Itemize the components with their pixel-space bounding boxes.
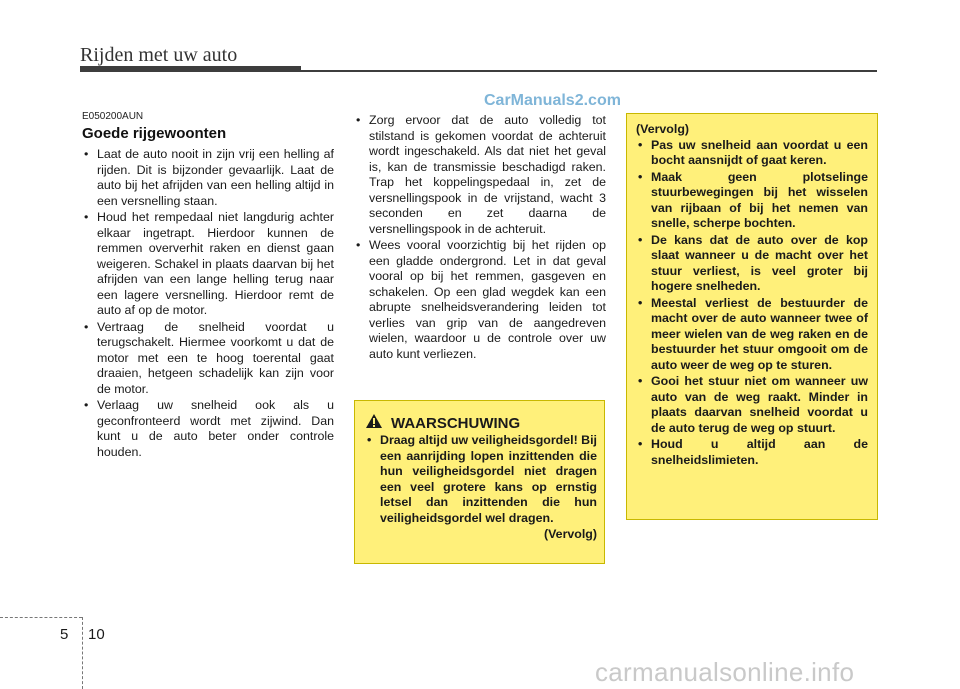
column-middle [354, 113, 606, 363]
header-rule-thin [301, 70, 877, 72]
list-item: • De kans dat de auto over de kop slaat wanneer u de macht over het stuur verliest, is veel groter bij hogere snelheden. [636, 233, 868, 295]
chapter-number: 5 [60, 626, 69, 643]
list-item: • Wees vooral voorzichtig bij het rijden op een gladde ondergrond. Let in dat geval vooral op bij het remmen, gasgeven en schakelen. Op een glad wegdek kan een abrupte snelheidsverandering leiden tot verlies van grip van de aangedreven wielen, waardoor u de controle over uw auto kunt verliezen. [354, 238, 606, 362]
column-left [82, 147, 334, 461]
list-item: • Pas uw snelheid aan voordat u een bocht aansnijdt of gaat keren. [636, 138, 868, 169]
list-item: • Vertraag de snelheid voordat u terugschakelt. Hiermee voorkomt u dat de motor met een te hoog toerental gaat draaien, hetgeen schadelijk kan zijn voor de motor. [82, 320, 334, 398]
section-code: E050200AUN [82, 111, 144, 122]
footer-rule [0, 617, 82, 618]
warning-header [365, 413, 520, 433]
warning-triangle-icon [365, 413, 391, 433]
list-item: • Zorg ervoor dat de auto volledig tot stilstand is gekomen voordat de achteruit wordt ingeschakeld. Als dat niet het geval is, kan de transmissie beschadigd raken. Trap het koppelingspedaal in, zet de versnellingspook in de vrijstand, wacht 3 seconden en zet daarna de versnellingspook in de achteruit. [354, 113, 606, 237]
list-item: • Gooi het stuur niet om wanneer uw auto van de weg raakt. Minder in plaats daarvan snelheid voordat u de auto terug de weg op stuurt. [636, 374, 868, 436]
section-heading: Goede rijgewoonten [82, 125, 227, 142]
continuation-label: (Vervolg) [636, 122, 690, 136]
watermark-bottom: carmanualsonline.info [595, 657, 855, 687]
warning-title: WAARSCHUWING [391, 414, 521, 432]
list-item: • Meestal verliest de bestuurder de macht over de auto wanneer twee of meer wielen van de weg raken en de bestuurder het stuur omgooit om de auto weer de weg op te sturen. [636, 296, 868, 374]
list-item: • Houd het rempedaal niet langdurig achter elkaar ingetrapt. Hierdoor kunnen de remmen oververhit raken en dienst gaan weigeren. Schakel in plaats daarvan bij het afrijden van een lange helling terug naar een lagere versnelling. Hierdoor remt de auto af op de motor. [82, 210, 334, 319]
warning-continuation-body [636, 122, 868, 469]
footer-divider [82, 617, 83, 689]
list-item: • Laat de auto nooit in zijn vrij een helling af rijden. Dit is bijzonder gevaarlijk. Laat de auto bij het afrijden van een helling altijd in een versnelling staan. [82, 147, 334, 209]
warning-continued: (Vervolg) [543, 527, 597, 541]
warning-text: • Draag altijd uw veiligheidsgordel! Bij een aanrijding lopen inzittenden die hun veiligheidsgordel niet dragen een veel grotere kans op ernstig letsel dan inzittenden die hun veiligheidsgordel wel dragen. [365, 433, 597, 526]
warning-continuation-box [626, 113, 878, 520]
header-rule [80, 66, 301, 72]
warning-box [354, 400, 605, 564]
watermark-link[interactable]: CarManuals2.com [484, 92, 621, 109]
warning-body [365, 433, 597, 543]
list-item: • Verlaag uw snelheid ook als u geconfronteerd wordt met zijwind. Dan kunt u de auto beter onder controle houden. [82, 398, 334, 460]
list-item: • Maak geen plotselinge stuurbewegingen bij het wisselen van rijbaan of bij het nemen van snelle, scherpe bochten. [636, 170, 868, 232]
list-item: • Houd u altijd aan de snelheidslimieten. [636, 437, 868, 468]
page-header-title: Rijden met uw auto [80, 44, 238, 66]
page-number: 10 [88, 626, 105, 643]
